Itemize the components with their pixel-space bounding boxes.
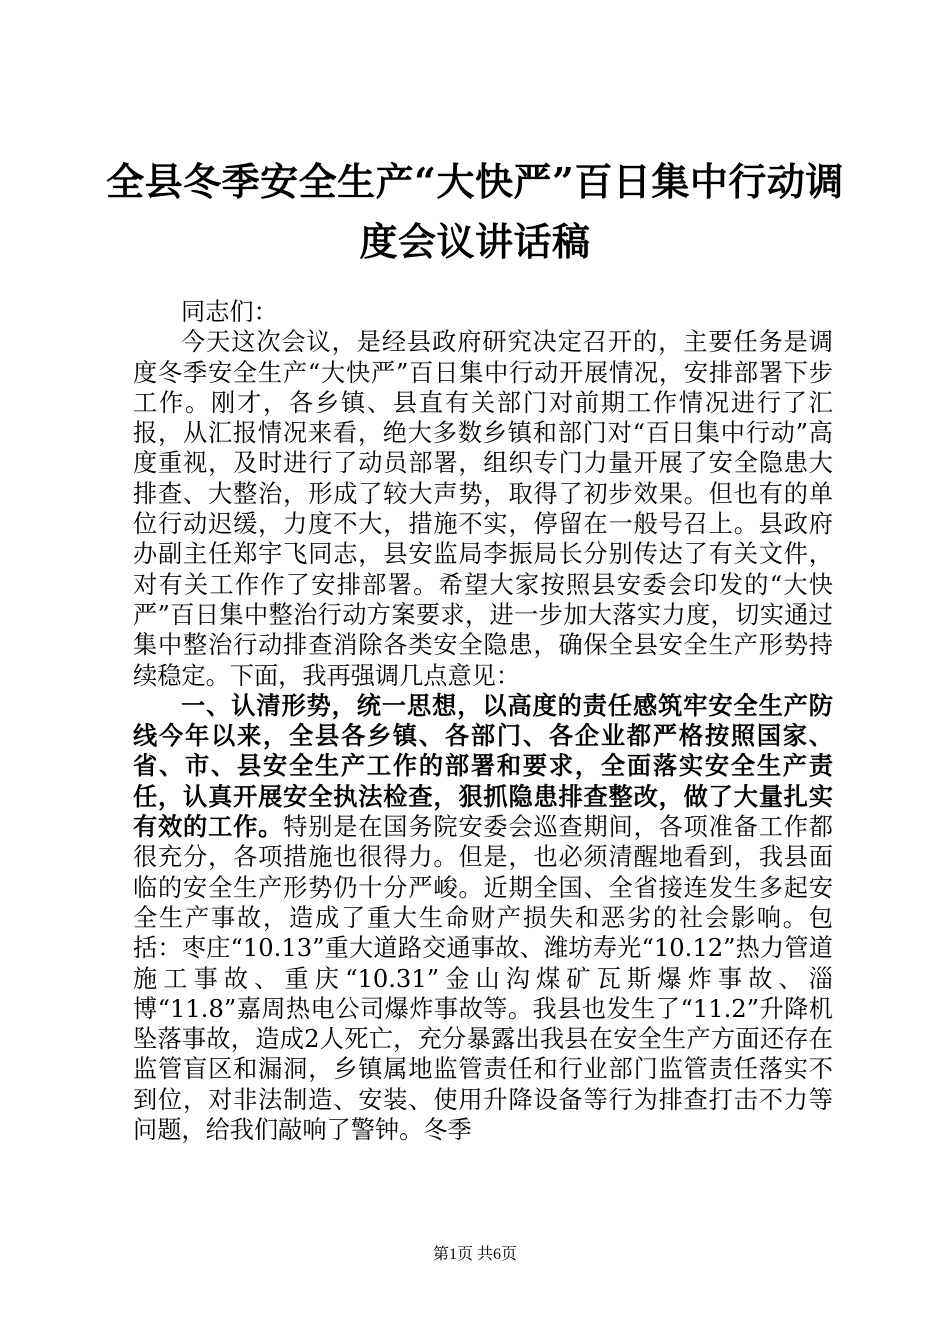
paragraph-2-text: 特别是在国务院安委会巡查期间，各项准备工作都很充分，各项措施也很得力。但是，也必须清醒地看到，我县面临的安全生产形势仍十分严峻。近期全国、全省接连发生多起安全生产事故，造成了重大生命财产损失和恶劣的社会影响。包括：枣庄“10.13”重大道路交通事故、潍坊寿光“10.12”热力管道施工事故、重庆“10.31”金山沟煤矿瓦斯爆炸事故、淄博“11.8”嘉周热电公司爆炸事故等。我县也发生了“11.2”升降机坠落事故，造成2人死亡，充分暴露出我县在安全生产方面还存在监管盲区和漏洞，乡镇属地监管责任和行业部门监管责任落实不到位，对非法制造、安装、使用升降设备等行为排查打击不力等问题，给我们敲响了警钟。冬季 bbox=[133, 813, 833, 1145]
paragraph-1: 今天这次会议，是经县政府研究决定召开的，主要任务是调度冬季安全生产“大快严”百日集中行动开展情况，安排部署下步工作。刚才，各乡镇、县直有关部门对前期工作情况进行了汇报，从汇报情况来看，绝大多数乡镇和部门对“百日集中行动”高度重视，及时进行了动员部署，组织专门力量开展了安全隐患大排查、大整治，形成了较大声势，取得了初步效果。但也有的单位行动迟缓，力度不大，措施不实，停留在一般号召上。县政府办副主任郑宇飞同志，县安监局李振局长分别传达了有关文件，对有关工作作了安排部署。希望大家按照县安委会印发的“大快严”百日集中整治行动方案要求，进一步加大落实力度，切实通过集中整治行动排查消除各类安全隐患，确保全县安全生产形势持续稳定。下面，我再强调几点意见： bbox=[133, 328, 833, 690]
paragraph-2 bbox=[133, 691, 833, 1145]
salutation: 同志们： bbox=[181, 298, 278, 326]
document-title-line2: 度会议讲话稿 bbox=[359, 219, 591, 264]
paragraph-2-heading: 一、认清形势，统一思想，以高度的责任感筑牢安全生产防线今年以来，全县各乡镇、各部门、各企业都严格按照国家、省、市、县安全生产工作的部署和要求，全面落实安全生产责任，认真开展安全执法检查，狠抓隐患排查整改，做了大量扎实有效的工作。 bbox=[133, 690, 833, 842]
page-number-footer: 第1页 共6页 bbox=[432, 1246, 517, 1263]
document-title-line1: 全县冬季安全生产“大快严”百日集中行动调 bbox=[106, 159, 844, 204]
document-body bbox=[133, 297, 833, 1145]
